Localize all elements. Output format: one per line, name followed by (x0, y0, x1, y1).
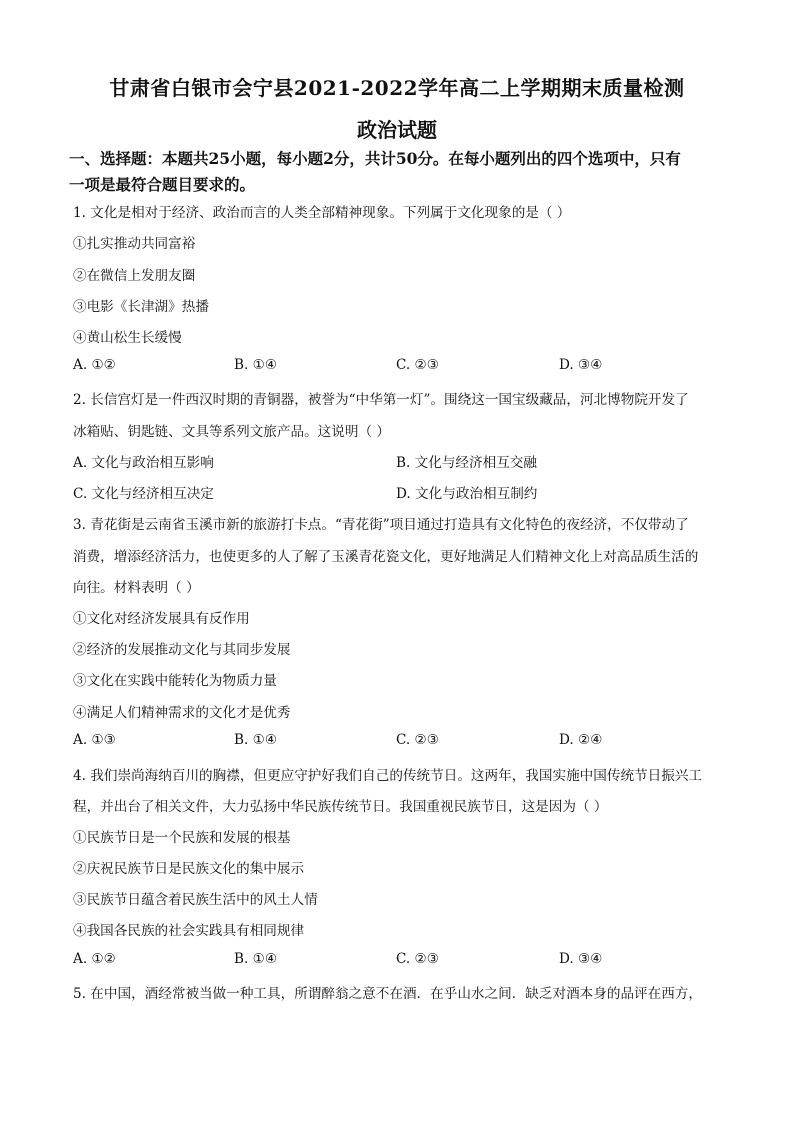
q3-option-b: B. ①④ (234, 732, 278, 748)
q1-option-b: B. ①④ (234, 357, 278, 373)
q4-item-4: ④我国各民族的社会实践具有相同规律 (73, 923, 305, 939)
q2-option-a: A. 文化与政治相互影响 (73, 455, 214, 471)
q3-stem-line3: 向往。材料表明（ ） (73, 580, 200, 596)
section-heading-line1: 一、选择题：本题共25小题，每小题2分，共计50分。在每小题列出的四个选项中，只有 (69, 149, 681, 168)
q1-option-c: C. ②③ (396, 357, 439, 373)
q1-item-4: ④黄山松生长缓慢 (73, 330, 182, 346)
q4-stem-line2: 程，并出台了相关文件，大力弘扬中华民族传统节日。我国重视民族节日，这是因为（ ） (73, 799, 608, 815)
q2-option-c: C. 文化与经济相互决定 (73, 486, 214, 502)
q4-option-a: A. ①② (73, 951, 116, 967)
q1-stem: 1. 文化是相对于经济、政治而言的人类全部精神现象。下列属于文化现象的是（ ） (73, 205, 571, 221)
q1-item-1: ①扎实推动共同富裕 (73, 236, 196, 252)
q5-stem-line1: 5. 在中国，酒经常被当做一种工具，所谓醉翁之意不在酒．在乎山水之间．缺乏对酒本身的品评在西方， (73, 986, 703, 1002)
q4-option-c: C. ②③ (396, 951, 439, 967)
page-subtitle: 政治试题 (357, 118, 437, 142)
q1-option-a: A. ①② (73, 357, 116, 373)
q3-option-a: A. ①③ (73, 732, 116, 748)
page-title: 甘肃省白银市会宁县2021-2022学年高二上学期期末质量检测 (109, 76, 685, 100)
q3-option-d: D. ②④ (559, 732, 603, 748)
q4-item-3: ③民族节日蕴含着民族生活中的风土人情 (73, 892, 318, 908)
q3-item-4: ④满足人们精神需求的文化才是优秀 (73, 705, 291, 721)
q3-stem-line2: 消费，增添经济活力，也使更多的人了解了玉溪青花瓷文化，更好地满足人们精神文化上对高品质生活的 (73, 549, 699, 565)
q3-item-2: ②经济的发展推动文化与其同步发展 (73, 642, 291, 658)
q2-stem-line2: 冰箱贴、钥匙链、文具等系列文旅产品。这说明（ ） (73, 424, 390, 440)
q1-item-3: ③电影《长津湖》热播 (73, 299, 209, 315)
section-heading-line2: 一项是最符合题目要求的。 (69, 175, 256, 194)
q4-stem-line1: 4. 我们崇尚海纳百川的胸襟，但更应守护好我们自己的传统节日。这两年，我国实施中国传统节日振兴工 (73, 768, 703, 784)
q2-option-b: B. 文化与经济相互交融 (396, 455, 537, 471)
q4-item-2: ②庆祝民族节日是民族文化的集中展示 (73, 861, 305, 877)
q3-option-c: C. ②③ (396, 732, 439, 748)
section-heading (69, 146, 729, 198)
q4-item-1: ①民族节日是一个民族和发展的根基 (73, 830, 291, 846)
q4-option-b: B. ①④ (234, 951, 278, 967)
q3-stem-line1: 3. 青花街是云南省玉溪市新的旅游打卡点。“青花街”项目通过打造具有文化特色的夜经济，不仅带动了 (73, 517, 689, 533)
q4-option-d: D. ③④ (559, 951, 603, 967)
q2-stem-line1: 2. 长信宫灯是一件西汉时期的青铜器，被誉为“中华第一灯”。围绕这一国宝级藏品，河北博物院开发了 (73, 392, 689, 408)
q3-item-1: ①文化对经济发展具有反作用 (73, 611, 250, 627)
q2-option-d: D. 文化与政治相互制约 (396, 486, 538, 502)
q1-item-2: ②在微信上发朋友圈 (73, 268, 196, 284)
q3-item-3: ③文化在实践中能转化为物质力量 (73, 673, 277, 689)
q1-option-d: D. ③④ (559, 357, 603, 373)
